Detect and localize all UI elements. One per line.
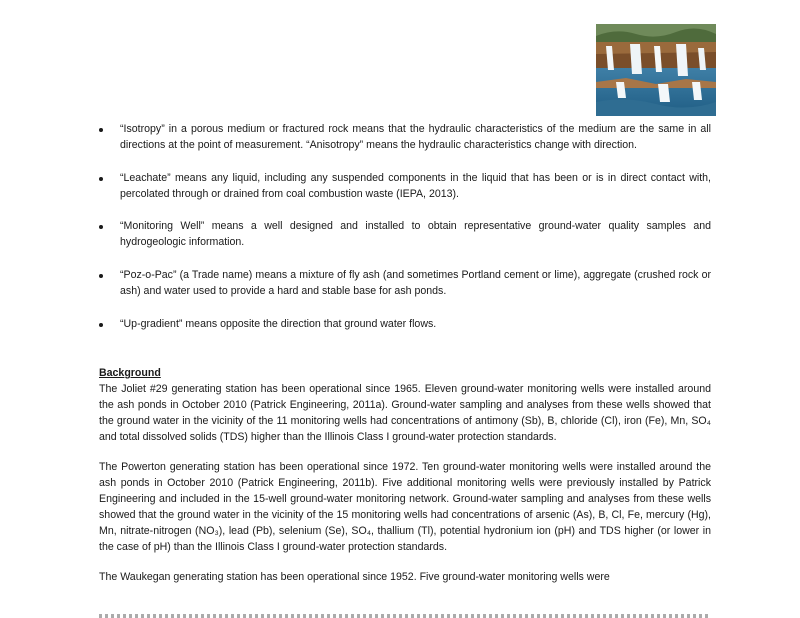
list-item [99,218,711,250]
paragraph-powerton: The Powerton generating station has been operational since 1972. Ten ground-water monitoring wells were installed around the ash ponds in October 2010 (Patrick Engineering, 2011b). Five additional monitoring wells were previously installed by Patrick Engineering and included in the 15-well ground-water monitoring network. Ground-water sampling and analyses from these wells showed that the ground water in the vicinity of the 15 monitoring wells had concentrations of arsenic (As), B, Cl, Fe, mercury (Hg), Mn, nitrate-nitrogen (NO₃), lead (Pb), selenium (Se), SO₄, thallium (Tl), potential hydronium ion (pH) and TDS higher (or lower in the case of pH) than the Illinois Class I ground-water protection standards. [99,461,711,553]
definition-isotropy: “Isotropy” in a porous medium or fractured rock means that the hydraulic characteristics of the medium are the same in all directions at the point of measurement. “Anisotropy” means the hydraulic characteristics change with direction. [120,123,711,151]
list-item [99,267,711,299]
definition-up-gradient: “Up-gradient” means opposite the direction that ground water flows. [120,318,437,330]
background-section [99,365,711,599]
definition-list [99,121,711,332]
list-item [99,170,711,202]
definition-leachate: “Leachate” means any liquid, including any suspended components in the liquid that has been or is in direct contact with, percolated through or drained from coal combustion waste (IEPA, 2013). [120,172,711,200]
list-item [99,316,711,332]
waterfall-image [596,24,716,116]
definition-monitoring-well: “Monitoring Well” means a well designed and installed to obtain representative ground-water quality samples and hydrogeologic information. [120,220,711,248]
paragraph-joliet: The Joliet #29 generating station has been operational since 1965. Eleven ground-water monitoring wells were installed around the ash ponds in October 2010 (Patrick Engineering, 2011a). Ground-water sampling and analyses from these wells showed that the ground water in the vicinity of the 11 monitoring wells had concentrations of antimony (Sb), B, chloride (Cl), iron (Fe), Mn, SO₄ and total dissolved solids (TDS) higher than the Illinois Class I ground-water protection standards. [99,383,711,443]
list-item [99,121,711,153]
page-cutoff-text-fragment [99,614,711,618]
bullet-icon [99,274,103,278]
bullet-icon [99,323,103,327]
bullet-icon [99,225,103,229]
waterfall-photo [596,24,716,116]
bullet-icon [99,128,103,132]
definition-poz-o-pac: “Poz-o-Pac” (a Trade name) means a mixture of fly ash (and sometimes Portland cement or lime), aggregate (crushed rock or ash) and water used to provide a hard and stable base for ash ponds. [120,269,711,297]
section-heading: Background [99,367,161,379]
bullet-icon [99,177,103,181]
paragraph-waukegan: The Waukegan generating station has been operational since 1952. Five ground-water monitoring wells were [99,571,610,583]
